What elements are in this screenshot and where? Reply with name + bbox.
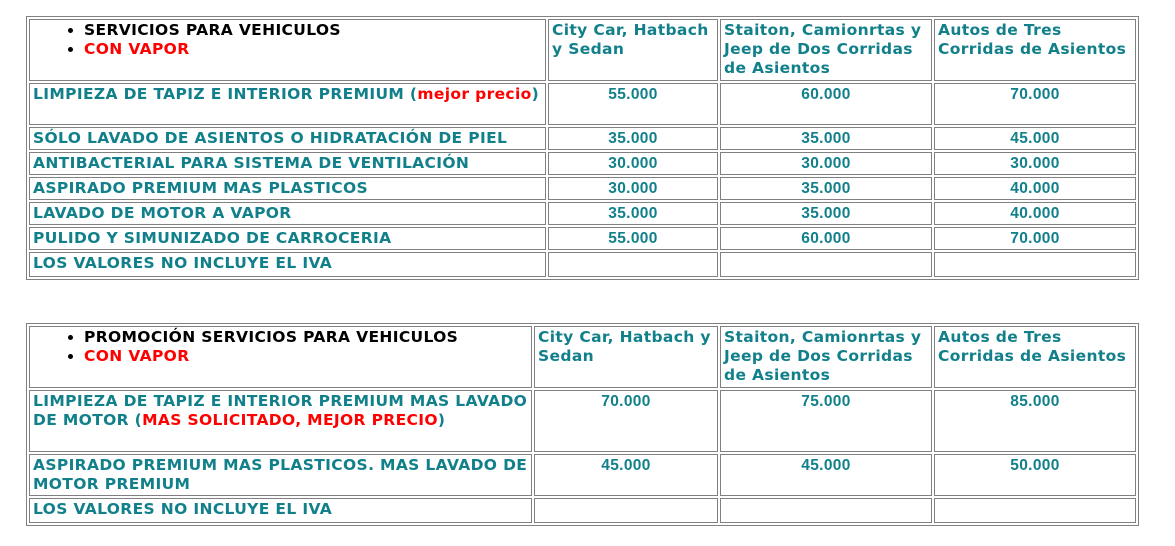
title-bullet: • PROMOCIÓN SERVICIOS PARA VEHICULOS — [84, 328, 528, 347]
table-row — [29, 177, 1136, 200]
empty-cell — [548, 252, 718, 277]
price-three-rows: 30.000 — [934, 152, 1136, 175]
table-row — [29, 127, 1136, 150]
table-row — [29, 227, 1136, 250]
empty-cell — [934, 498, 1136, 523]
iva-note: LOS VALORES NO INCLUYE EL IVA — [29, 252, 546, 277]
service-name: SÓLO LAVADO DE ASIENTOS O HIDRATACIÓN DE PIEL — [29, 127, 546, 150]
price-station: 35.000 — [720, 177, 932, 200]
service-name: ANTIBACTERIAL PARA SISTEMA DE VENTILACIÓN — [29, 152, 546, 175]
price-station: 60.000 — [720, 227, 932, 250]
table-row — [29, 454, 1136, 496]
service-name: ASPIRADO PREMIUM MAS PLASTICOS — [29, 177, 546, 200]
table-header-row — [29, 326, 1136, 388]
table-footer-row — [29, 252, 1136, 277]
price-three-rows: 40.000 — [934, 202, 1136, 225]
price-station: 35.000 — [720, 202, 932, 225]
empty-cell — [720, 252, 932, 277]
table-header-row — [29, 19, 1136, 81]
price-three-rows: 85.000 — [934, 390, 1136, 452]
price-city-car: 70.000 — [534, 390, 718, 452]
price-station: 35.000 — [720, 127, 932, 150]
price-city-car: 30.000 — [548, 177, 718, 200]
iva-note: LOS VALORES NO INCLUYE EL IVA — [29, 498, 532, 523]
table-footer-row — [29, 498, 1136, 523]
price-three-rows: 45.000 — [934, 127, 1136, 150]
table-row — [29, 390, 1136, 452]
price-city-car: 35.000 — [548, 202, 718, 225]
price-three-rows: 70.000 — [934, 227, 1136, 250]
service-label: LIMPIEZA DE TAPIZ E INTERIOR PREMIUM MAS LAVADO DE MOTOR ( — [33, 392, 528, 429]
service-name: PULIDO Y SIMUNIZADO DE CARROCERIA — [29, 227, 546, 250]
service-label-close: ) — [531, 85, 540, 103]
services-table — [26, 16, 1139, 280]
service-name: LAVADO DE MOTOR A VAPOR — [29, 202, 546, 225]
subtitle-bullet: • CON VAPOR — [84, 347, 528, 366]
column-header-station: Staiton, Camionrtas y Jeep de Dos Corridas de Asientos — [720, 19, 932, 81]
column-header-station: Staiton, Camionrtas y Jeep de Dos Corridas de Asientos — [720, 326, 932, 388]
title-bullet-list — [33, 21, 542, 59]
table-title-cell — [29, 326, 532, 388]
empty-cell — [934, 252, 1136, 277]
price-three-rows: 50.000 — [934, 454, 1136, 496]
price-station: 30.000 — [720, 152, 932, 175]
empty-cell — [720, 498, 932, 523]
title-bullet: • SERVICIOS PARA VEHICULOS — [84, 21, 542, 40]
column-header-city-car: City Car, Hatbach y Sedan — [534, 326, 718, 388]
service-name — [29, 83, 546, 125]
price-city-car: 45.000 — [534, 454, 718, 496]
table-row — [29, 202, 1136, 225]
price-city-car: 30.000 — [548, 152, 718, 175]
subtitle-bullet: • CON VAPOR — [84, 40, 542, 59]
price-city-car: 35.000 — [548, 127, 718, 150]
table-title-cell — [29, 19, 546, 81]
empty-cell — [534, 498, 718, 523]
column-header-three-rows: Autos de Tres Corridas de Asientos — [934, 19, 1136, 81]
price-station: 45.000 — [720, 454, 932, 496]
table-row — [29, 152, 1136, 175]
column-header-three-rows: Autos de Tres Corridas de Asientos — [934, 326, 1136, 388]
price-three-rows: 70.000 — [934, 83, 1136, 125]
title-bullet-list — [33, 328, 528, 366]
price-station: 60.000 — [720, 83, 932, 125]
price-city-car: 55.000 — [548, 83, 718, 125]
price-three-rows: 40.000 — [934, 177, 1136, 200]
service-name — [29, 390, 532, 452]
service-name: ASPIRADO PREMIUM MAS PLASTICOS. MAS LAVADO DE MOTOR PREMIUM — [29, 454, 532, 496]
price-station: 75.000 — [720, 390, 932, 452]
service-label-close: ) — [437, 411, 446, 429]
service-label: LIMPIEZA DE TAPIZ E INTERIOR PREMIUM ( — [33, 85, 418, 103]
promotions-table — [26, 323, 1139, 526]
service-highlight: MAS SOLICITADO, MEJOR PRECIO — [142, 411, 438, 429]
price-city-car: 55.000 — [548, 227, 718, 250]
table-row — [29, 83, 1136, 125]
column-header-city-car: City Car, Hatbach y Sedan — [548, 19, 718, 81]
service-highlight: mejor precio — [417, 85, 532, 103]
